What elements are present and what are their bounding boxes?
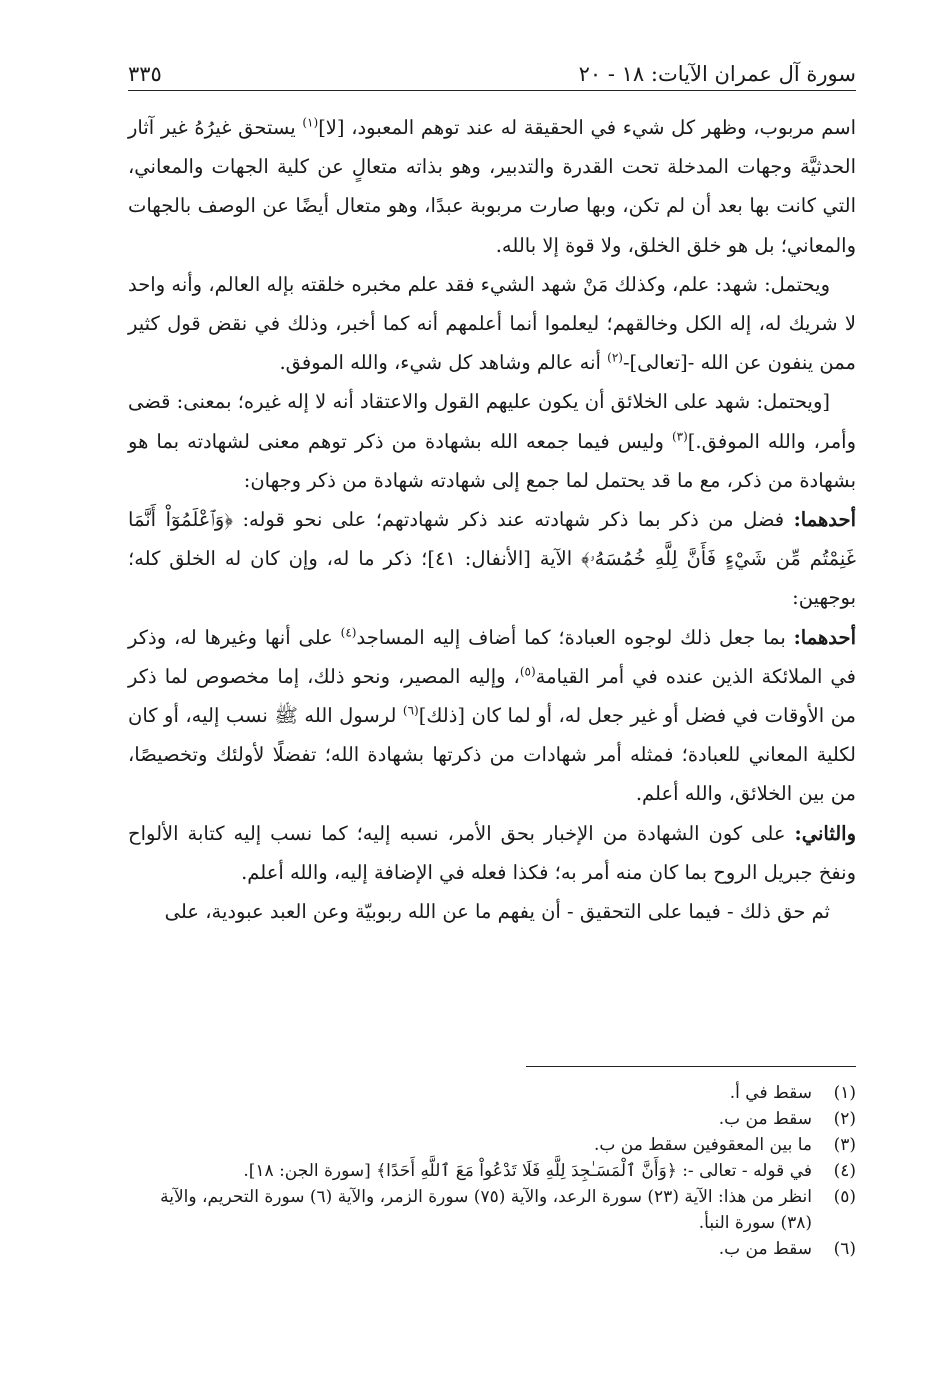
footnote xyxy=(128,1158,856,1184)
text-run: بما جعل ذلك لوجوه العبادة؛ كما أضاف إليه المساجد xyxy=(356,625,794,649)
lead-word: أحدهما: xyxy=(793,625,856,649)
footnote-number: (٢) xyxy=(833,1109,856,1129)
footnote-text: سقط من ب. xyxy=(718,1239,812,1259)
footnote-number: (٥) xyxy=(833,1187,856,1207)
footnotes xyxy=(128,1080,856,1262)
footnote-text: سقط من ب. xyxy=(718,1109,812,1129)
footnote-text: سقط في أ. xyxy=(729,1083,812,1103)
footnote-number: (٦) xyxy=(833,1239,856,1259)
text-run: ثم حق ذلك - فيما على التحقيق - أن يفهم ما عن الله ربوبيّة وعن العبد عبودية، على xyxy=(164,900,830,924)
text-run: ويحتمل: شهد: علم، وكذلك مَنْ شهد الشيء فقد علم مخبره خلقته بإله العالم، وأنه واحد لا شريك له، إله الكل وخالقهم؛ ليعلموا أنما أعلمهم أنه كما أخبر، وذلك في نقض قول كثير ممن ينفون عن الله -[تعالى]- xyxy=(128,272,856,375)
footnote xyxy=(128,1132,856,1158)
footnote-text: في قوله - تعالى -: ﴿وَأَنَّ ٱلْمَسَـٰجِدَ لِلَّهِ فَلَا تَدْعُواْ مَعَ ٱللَّهِ أَحَدًا﴾ [سورة الجن: ١٨]. xyxy=(243,1161,812,1181)
text-run: فضل من ذكر بما ذكر شهادته عند ذكر شهادتهم؛ على نحو قوله: ﴿وَٱعْلَمُوٓاْ أَنَّمَا غَنِمْتُم مِّن شَيْءٍ فَأَنَّ لِلَّهِ خُمُسَهُۥ﴾ الآية [الأنفال: ٤١]؛ ذكر ما له، وإن كان له الخلق كله؛ بوجهين: xyxy=(128,508,856,610)
text-run: على أنها وغيرها له، وذكر في الملائكة الذين عنده في أمر القيامة xyxy=(128,625,856,688)
text-run: وليس فيما جمعه الله بشهادة من ذكر توهم معنى لشهادته بما هو بشهادة من ذكر، مع ما قد يحتمل لما جمع إلى شهادته شهادة من ذكر وجهان: xyxy=(128,429,856,492)
footnote-ref: (٣) xyxy=(671,429,688,444)
text-run: يستحق غيرُهُ غير آثار الحدثيَّة وجهات المدخلة تحت القدرة والتدبير، وهو بذاته متعالٍ عن كلية الجهات والمعاني، التي كانت بها بعد أن لم تكن، وبها صارت مربوبة عبدًا، وهو متعال أيضًا عن الوصف بالجهات والمعاني؛ بل هو خلق الخلق، ولا قوة إلا بالله. xyxy=(128,116,856,257)
footnote-ref: (٦) xyxy=(402,703,419,718)
footnote-number: (٤) xyxy=(833,1161,856,1181)
footnote-ref: (١) xyxy=(302,115,319,130)
footnote xyxy=(128,1236,856,1262)
text-run: على كون الشهادة من الإخبار بحق الأمر، نسبه إليه؛ كما نسب إليه كتابة الألواح ونفخ جبريل الروح بما كان منه أمر به؛ فكذا فعله في الإضافة إليه، والله أعلم. xyxy=(128,821,856,884)
text-run: اسم مربوب، وظهر كل شيء في الحقيقة له عند توهم المعبود، [لا] xyxy=(318,116,856,139)
text-run: أنه عالم وشاهد كل شيء، والله الموفق. xyxy=(279,351,608,375)
footnote-ref: (٥) xyxy=(519,664,536,679)
footnote-text: ما بين المعقوفين سقط من ب. xyxy=(593,1135,812,1155)
footnote xyxy=(128,1106,856,1132)
paragraph xyxy=(128,618,856,814)
footnote xyxy=(128,1080,856,1106)
paragraph xyxy=(128,892,856,931)
main-text xyxy=(128,108,856,931)
lead-word: أحدهما: xyxy=(793,508,856,532)
text-run: لرسول الله ﷺ نسب إليه، أو كان لكلية المعاني للعبادة؛ فمثله أمر شهادات من ذكرتها بشهادة الله؛ تفضلًا لأولئك وتخصيصًا، من بين الخلائق، والله أعلم. xyxy=(128,704,856,806)
text-run: ، وإليه المصير، ونحو ذلك، إما مخصوص لما ذكر من الأوقات في فضل أو غير جعل له، أو لما كان [ذلك] xyxy=(128,664,856,728)
footnote xyxy=(128,1184,856,1236)
page-number: ٣٣٥ xyxy=(128,62,162,86)
paragraph xyxy=(128,500,856,618)
footnote-number: (٣) xyxy=(833,1135,856,1155)
text-run: [ويحتمل: شهد على الخلائق أن يكون عليهم القول والاعتقاد أنه لا إله غيره؛ بمعنى: قضى وأمر، والله الموفق.] xyxy=(128,390,856,453)
running-header xyxy=(128,50,856,91)
paragraph xyxy=(128,814,856,892)
footnote-number: (١) xyxy=(833,1083,856,1103)
lead-word: والثاني: xyxy=(794,821,856,845)
footnote-separator xyxy=(526,1066,856,1067)
surah-title: سورة آل عمران الآيات: ١٨ - ٢٠ xyxy=(578,62,856,86)
paragraph xyxy=(128,382,856,500)
paragraph xyxy=(128,265,856,383)
paragraph xyxy=(128,108,856,265)
footnote-ref: (٤) xyxy=(340,625,357,640)
footnote-ref: (٢) xyxy=(607,350,623,365)
footnote-text: انظر من هذا: الآية (٢٣) سورة الرعد، والآية (٧٥) سورة الزمر، والآية (٦) سورة التحريم، والآية (٣٨) سورة النبأ. xyxy=(160,1187,812,1233)
